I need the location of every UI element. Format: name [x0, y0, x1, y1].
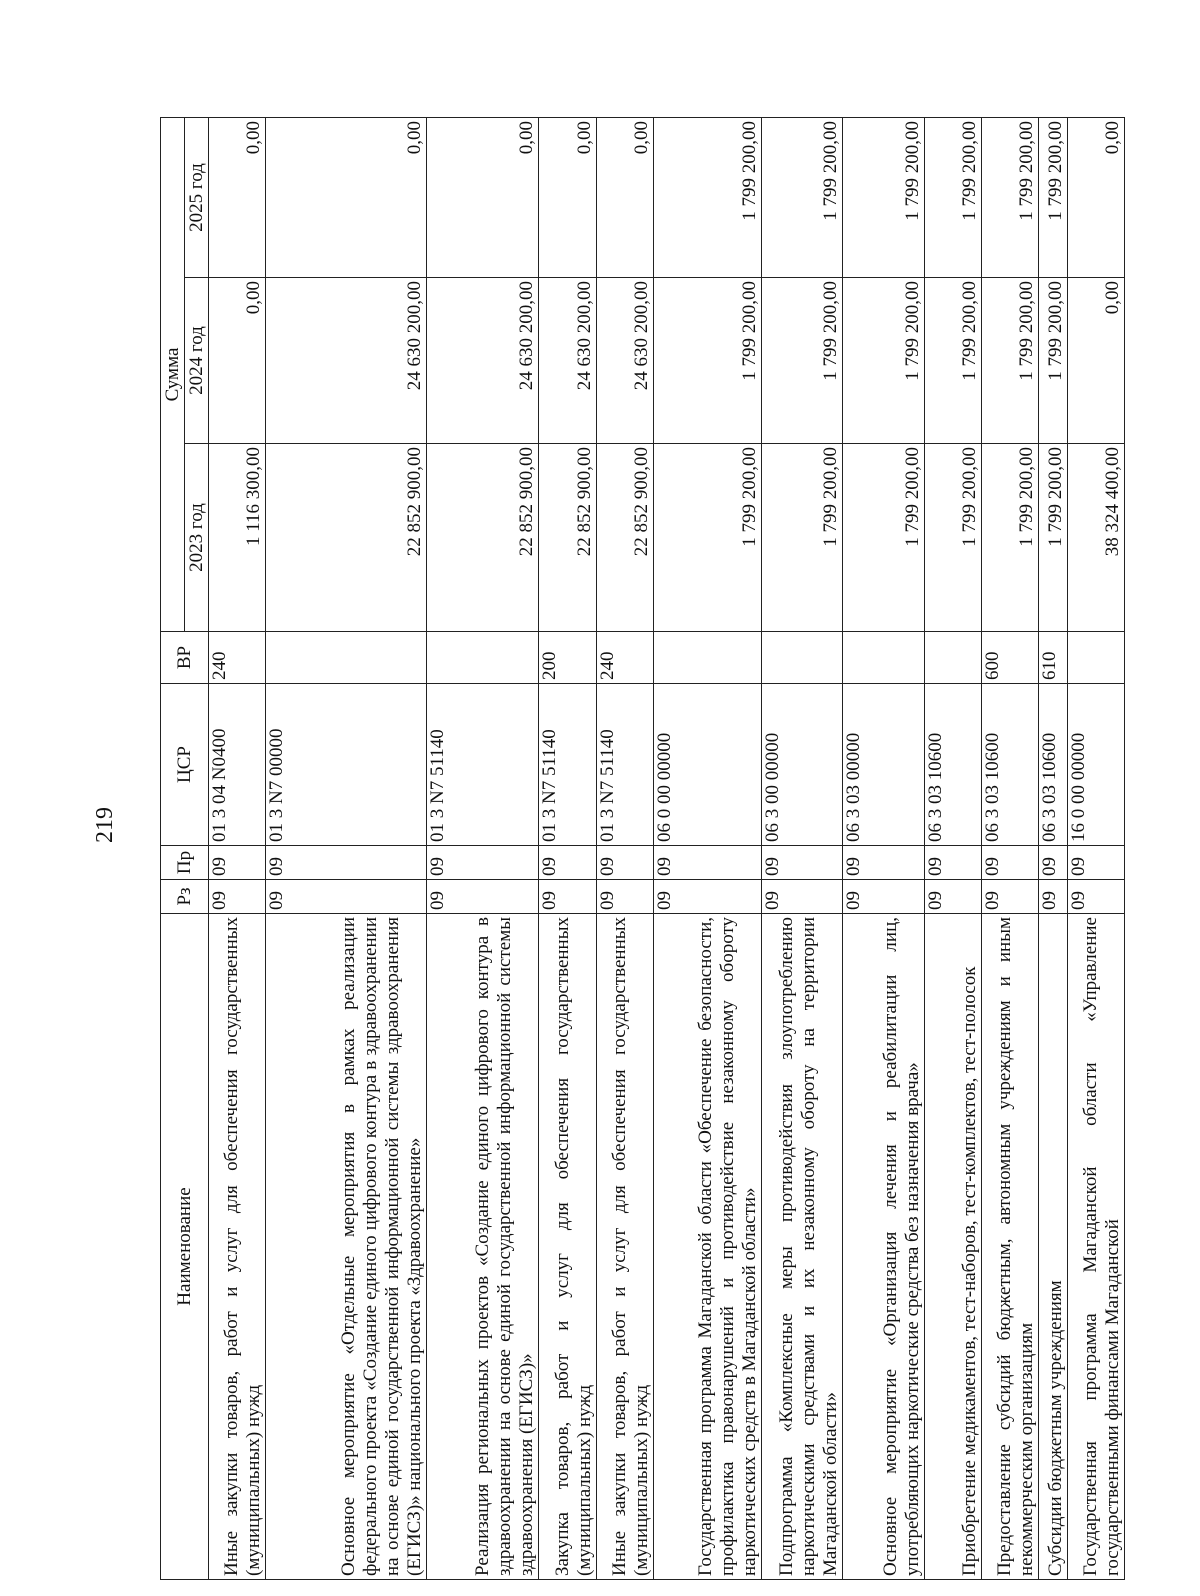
header-sum: Сумма [161, 117, 185, 631]
row-name: Государственная программа Магаданской области «Управление государственными финансами Магаданской [1067, 914, 1124, 1580]
row-rz: 09 [1039, 880, 1068, 914]
header-year-2024: 2024 год [185, 278, 209, 444]
row-sum-2024: 0,00 [1067, 278, 1124, 444]
row-rz: 09 [924, 880, 981, 914]
row-vr: 240 [209, 632, 266, 684]
row-sum-2023: 1 799 200,00 [1039, 444, 1068, 632]
table-row [1067, 117, 1124, 1579]
row-sum-2023: 1 799 200,00 [653, 444, 761, 632]
table-row [982, 117, 1039, 1579]
header-vr: ВР [161, 632, 209, 684]
row-sum-2023: 1 116 300,00 [209, 444, 266, 632]
row-sum-2024: 24 630 200,00 [266, 278, 427, 444]
row-csr: 01 3 04 N0400 [209, 684, 266, 846]
row-sum-2025: 0,00 [539, 117, 596, 277]
row-vr [653, 632, 761, 684]
row-pr: 09 [1067, 846, 1124, 880]
row-vr [843, 632, 925, 684]
row-vr [1067, 632, 1124, 684]
row-csr: 01 3 N7 51140 [596, 684, 653, 846]
row-csr: 01 3 N7 51140 [427, 684, 539, 846]
row-pr: 09 [539, 846, 596, 880]
row-vr: 610 [1039, 632, 1068, 684]
row-pr: 09 [209, 846, 266, 880]
rotated-page [160, 118, 1125, 1580]
row-name: Предоставление субсидий бюджетным, автономным учреждениям и иным некоммерческим организациям [982, 914, 1039, 1580]
row-name: Государственная программа Магаданской области «Обеспечение безопасности, профилактика правонарушений и противодействие незаконному обороту наркотических средств в Магаданской области» [653, 914, 761, 1580]
row-csr: 06 3 03 10600 [1039, 684, 1068, 846]
row-name: Основное мероприятие «Организация лечения и реабилитации лиц, употребляющих наркотические средства без назначения врача» [843, 914, 925, 1580]
table-body [209, 117, 1125, 1579]
row-csr: 06 3 03 00000 [843, 684, 925, 846]
row-pr: 09 [761, 846, 843, 880]
row-sum-2025: 0,00 [266, 117, 427, 277]
row-csr: 16 0 00 00000 [1067, 684, 1124, 846]
row-csr: 01 3 N7 51140 [539, 684, 596, 846]
row-csr: 06 3 03 10600 [924, 684, 981, 846]
table-row [539, 117, 596, 1579]
row-sum-2023: 22 852 900,00 [596, 444, 653, 632]
row-vr [924, 632, 981, 684]
row-sum-2024: 24 630 200,00 [539, 278, 596, 444]
row-sum-2023: 1 799 200,00 [843, 444, 925, 632]
row-sum-2024: 1 799 200,00 [761, 278, 843, 444]
row-sum-2023: 38 324 400,00 [1067, 444, 1124, 632]
row-sum-2024: 1 799 200,00 [843, 278, 925, 444]
row-rz: 09 [596, 880, 653, 914]
row-sum-2025: 0,00 [427, 117, 539, 277]
row-name: Закупка товаров, работ и услуг для обеспечения государственных (муниципальных) нужд [539, 914, 596, 1580]
row-csr: 06 3 03 10600 [982, 684, 1039, 846]
header-rz: Рз [161, 880, 209, 914]
row-sum-2025: 1 799 200,00 [924, 117, 981, 277]
row-pr: 09 [653, 846, 761, 880]
header-pr: Пр [161, 846, 209, 880]
row-rz: 09 [982, 880, 1039, 914]
row-sum-2023: 22 852 900,00 [427, 444, 539, 632]
page-number: 219 [92, 807, 118, 843]
header-csr: ЦСР [161, 684, 209, 846]
row-pr: 09 [924, 846, 981, 880]
row-name: Иные закупки товаров, работ и услуг для обеспечения государственных (муниципальных) нужд [596, 914, 653, 1580]
row-csr: 01 3 N7 00000 [266, 684, 427, 846]
row-name: Иные закупки товаров, работ и услуг для обеспечения государственных (муниципальных) нужд [209, 914, 266, 1580]
table-row [843, 117, 925, 1579]
row-sum-2023: 22 852 900,00 [539, 444, 596, 632]
row-pr: 09 [427, 846, 539, 880]
row-sum-2025: 1 799 200,00 [1039, 117, 1068, 277]
table-row [761, 117, 843, 1579]
row-sum-2024: 1 799 200,00 [1039, 278, 1068, 444]
row-rz: 09 [843, 880, 925, 914]
row-vr: 600 [982, 632, 1039, 684]
row-vr: 240 [596, 632, 653, 684]
table-row [209, 117, 266, 1579]
header-name: Наименование [161, 914, 209, 1580]
row-sum-2025: 0,00 [596, 117, 653, 277]
row-sum-2023: 1 799 200,00 [924, 444, 981, 632]
table-row [924, 117, 981, 1579]
table-row [596, 117, 653, 1579]
row-sum-2023: 22 852 900,00 [266, 444, 427, 632]
row-vr [266, 632, 427, 684]
row-name: Подпрограмма «Комплексные меры противодействия злоупотреблению наркотическими средствами и их незаконному обороту на территории Магаданской области» [761, 914, 843, 1580]
row-csr: 06 0 00 00000 [653, 684, 761, 846]
row-sum-2024: 1 799 200,00 [982, 278, 1039, 444]
header-year-2023: 2023 год [185, 444, 209, 632]
row-name: Приобретение медикаментов, тест-наборов, тест-комплектов, тест-полосок [924, 914, 981, 1580]
row-pr: 09 [596, 846, 653, 880]
row-name: Субсидии бюджетным учреждениям [1039, 914, 1068, 1580]
table-row [653, 117, 761, 1579]
row-pr: 09 [843, 846, 925, 880]
row-vr [427, 632, 539, 684]
row-sum-2024: 24 630 200,00 [427, 278, 539, 444]
row-pr: 09 [982, 846, 1039, 880]
row-sum-2025: 1 799 200,00 [982, 117, 1039, 277]
row-name: Реализация региональных проектов «Создание единого цифрового контура в здравоохранении на основе единой государственной информационной системы здравоохранения (ЕГИСЗ)» [427, 914, 539, 1580]
row-sum-2025: 0,00 [1067, 117, 1124, 277]
budget-table [160, 117, 1125, 1580]
row-sum-2024: 1 799 200,00 [924, 278, 981, 444]
row-name: Основное мероприятие «Отдельные мероприятия в рамках реализации федерального проекта «Создание единого цифрового контура в здравоохранении на основе единой государственной информационной системы здравоохранения (ЕГИСЗ)» национального проекта «Здравоохранение» [266, 914, 427, 1580]
row-rz: 09 [427, 880, 539, 914]
row-sum-2023: 1 799 200,00 [982, 444, 1039, 632]
row-rz: 09 [539, 880, 596, 914]
table-header [161, 117, 209, 1579]
row-sum-2024: 24 630 200,00 [596, 278, 653, 444]
table-row [1039, 117, 1068, 1579]
row-sum-2023: 1 799 200,00 [761, 444, 843, 632]
row-rz: 09 [761, 880, 843, 914]
header-year-2025: 2025 год [185, 117, 209, 277]
row-pr: 09 [266, 846, 427, 880]
row-vr [761, 632, 843, 684]
row-sum-2025: 1 799 200,00 [761, 117, 843, 277]
table-row [427, 117, 539, 1579]
table-row [266, 117, 427, 1579]
row-sum-2024: 0,00 [209, 278, 266, 444]
row-rz: 09 [209, 880, 266, 914]
row-sum-2024: 1 799 200,00 [653, 278, 761, 444]
row-sum-2025: 0,00 [209, 117, 266, 277]
row-rz: 09 [1067, 880, 1124, 914]
row-sum-2025: 1 799 200,00 [843, 117, 925, 277]
row-vr: 200 [539, 632, 596, 684]
row-sum-2025: 1 799 200,00 [653, 117, 761, 277]
row-rz: 09 [653, 880, 761, 914]
row-csr: 06 3 00 00000 [761, 684, 843, 846]
row-rz: 09 [266, 880, 427, 914]
row-pr: 09 [1039, 846, 1068, 880]
